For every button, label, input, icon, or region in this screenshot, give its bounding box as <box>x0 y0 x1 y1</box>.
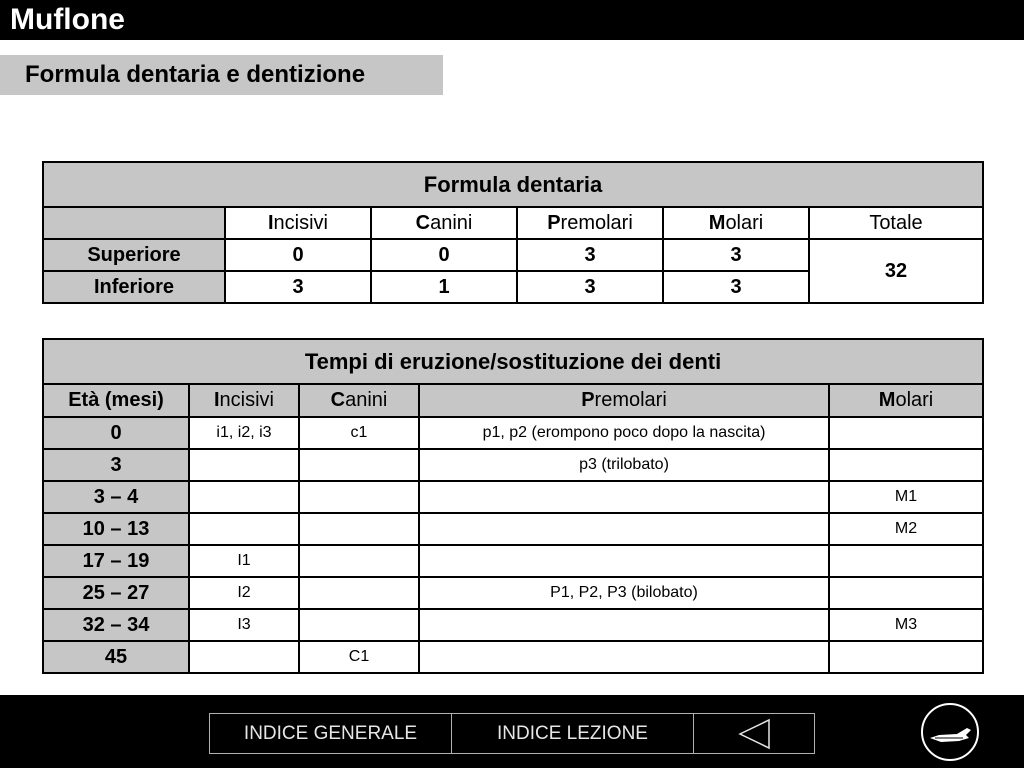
age-cell: 0 <box>43 417 189 449</box>
incisivi-cell <box>189 641 299 673</box>
formula-table <box>42 161 984 304</box>
formula-cell: 3 <box>663 271 809 303</box>
molari-cell <box>829 545 983 577</box>
formula-col-premolari: Premolari <box>517 207 663 239</box>
formula-col-incisivi: Incisivi <box>225 207 371 239</box>
incisivi-cell: I2 <box>189 577 299 609</box>
formula-total: 32 <box>809 239 983 303</box>
eruption-col-age: Età (mesi) <box>43 384 189 417</box>
molari-cell: M2 <box>829 513 983 545</box>
table-row <box>43 577 983 609</box>
table-row <box>43 481 983 513</box>
premolari-cell: p3 (trilobato) <box>419 449 829 481</box>
formula-row-label: Inferiore <box>43 271 225 303</box>
premolari-cell <box>419 513 829 545</box>
premolari-cell: P1, P2, P3 (bilobato) <box>419 577 829 609</box>
age-cell: 45 <box>43 641 189 673</box>
canini-cell: C1 <box>299 641 419 673</box>
molari-cell: M1 <box>829 481 983 513</box>
incisivi-cell: i1, i2, i3 <box>189 417 299 449</box>
formula-cell: 0 <box>225 239 371 271</box>
table-row <box>43 609 983 641</box>
premolari-cell <box>419 481 829 513</box>
molari-cell <box>829 577 983 609</box>
eruption-title: Tempi di eruzione/sostituzione dei denti <box>43 339 983 384</box>
age-cell: 17 – 19 <box>43 545 189 577</box>
premolari-cell: p1, p2 (erompono poco dopo la nascita) <box>419 417 829 449</box>
molari-cell <box>829 641 983 673</box>
indice-generale-button[interactable]: INDICE GENERALE <box>210 714 452 753</box>
subtitle-bar <box>0 55 443 95</box>
footer-nav <box>209 713 815 754</box>
table-row <box>43 641 983 673</box>
formula-title: Formula dentaria <box>43 162 983 207</box>
molari-cell: M3 <box>829 609 983 641</box>
age-cell: 32 – 34 <box>43 609 189 641</box>
premolari-cell <box>419 609 829 641</box>
formula-col-molari: Molari <box>663 207 809 239</box>
formula-row-label: Superiore <box>43 239 225 271</box>
page-subtitle: Formula dentaria e dentizione <box>25 61 366 88</box>
table-row <box>43 513 983 545</box>
premolari-cell <box>419 641 829 673</box>
age-cell: 10 – 13 <box>43 513 189 545</box>
canini-cell <box>299 449 419 481</box>
canini-cell <box>299 545 419 577</box>
eruption-col-molari: Molari <box>829 384 983 417</box>
canini-cell <box>299 481 419 513</box>
formula-col-totale: Totale <box>809 207 983 239</box>
canini-cell <box>299 513 419 545</box>
formula-cell: 3 <box>225 271 371 303</box>
eruption-col-premolari: Premolari <box>419 384 829 417</box>
canini-cell <box>299 609 419 641</box>
title-bar <box>0 0 1024 40</box>
eruption-table <box>42 338 984 674</box>
eruption-col-canini: Canini <box>299 384 419 417</box>
back-triangle-icon <box>737 718 771 750</box>
canini-cell <box>299 577 419 609</box>
indice-lezione-button[interactable]: INDICE LEZIONE <box>452 714 694 753</box>
canini-cell: c1 <box>299 417 419 449</box>
formula-cell: 3 <box>517 271 663 303</box>
table-row <box>43 417 983 449</box>
age-cell: 25 – 27 <box>43 577 189 609</box>
premolari-cell <box>419 545 829 577</box>
formula-cell: 1 <box>371 271 517 303</box>
table-row <box>43 449 983 481</box>
table-row <box>43 545 983 577</box>
formula-cell: 0 <box>371 239 517 271</box>
formula-cell: 3 <box>517 239 663 271</box>
molari-cell <box>829 417 983 449</box>
incisivi-cell: I3 <box>189 609 299 641</box>
aircraft-logo-icon[interactable] <box>921 703 979 761</box>
incisivi-cell <box>189 481 299 513</box>
eruption-col-incisivi: Incisivi <box>189 384 299 417</box>
back-button[interactable] <box>694 714 814 753</box>
page-title: Muflone <box>10 3 125 36</box>
formula-empty-header <box>43 207 225 239</box>
formula-cell: 3 <box>663 239 809 271</box>
age-cell: 3 <box>43 449 189 481</box>
incisivi-cell <box>189 449 299 481</box>
incisivi-cell: I1 <box>189 545 299 577</box>
age-cell: 3 – 4 <box>43 481 189 513</box>
incisivi-cell <box>189 513 299 545</box>
formula-col-canini: Canini <box>371 207 517 239</box>
molari-cell <box>829 449 983 481</box>
